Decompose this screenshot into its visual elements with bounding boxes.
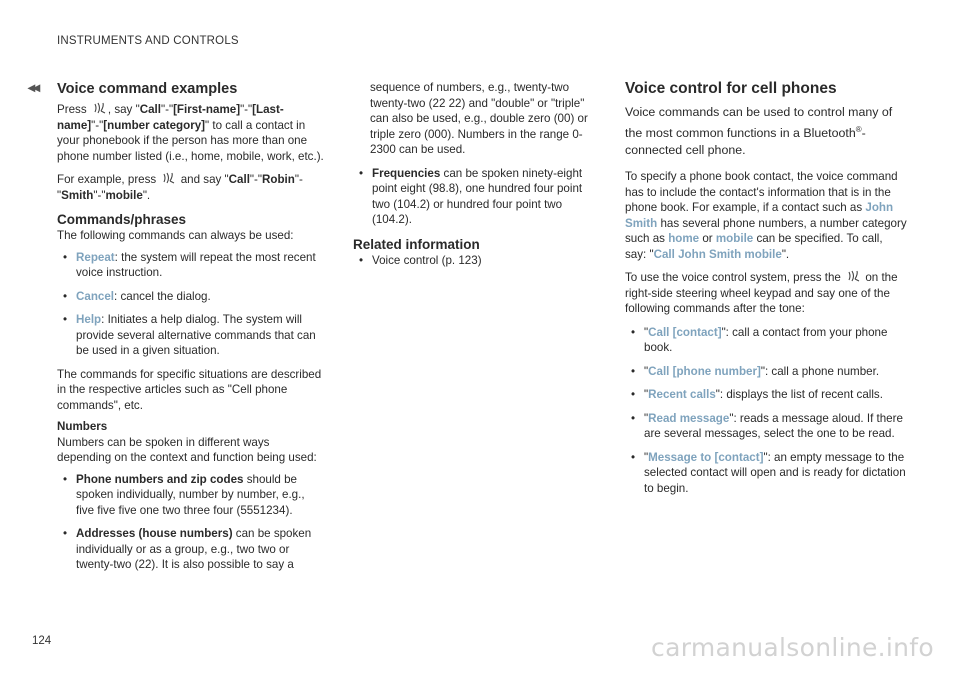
voice-control-icon: [92, 102, 106, 114]
use-voice-control-paragraph: To use the voice control system, press the on the right-side steering wheel keypad and say one of the following commands after the tone:: [625, 271, 898, 316]
related-info-heading: Related information: [353, 236, 480, 252]
continued-arrow: ◂◂: [28, 79, 39, 95]
column-middle: [353, 80, 602, 276]
list-item: • Cancel: cancel the dialog.: [63, 289, 211, 303]
related-list: [353, 253, 602, 269]
list-item: • "Call [phone number]": call a phone number.: [631, 364, 880, 378]
numbers-heading: Numbers: [57, 420, 108, 433]
list-item: • Frequencies can be spoken ninety-eight point eight (98.8), one hundred four point two (104.2) or hundred four point two (104.2).: [359, 166, 583, 226]
voice-command-examples-heading: Voice command examples: [57, 81, 238, 97]
voice-control-icon: [846, 270, 860, 282]
lead-paragraph: Voice commands can be used to control many of the most common functions in a Bluetooth®-connected cell phone.: [625, 105, 893, 158]
list-item: • Phone numbers and zip codes should be spoken individually, number by number, e.g., five five five one two three four (5551234).: [63, 472, 305, 517]
list-item: • "Message to [contact]": an empty message to the selected contact will open and is ready for dictation to begin.: [631, 450, 906, 495]
list-item: • "Recent calls": displays the list of recent calls.: [631, 388, 883, 402]
column-right: [625, 80, 907, 504]
numbers-continued: sequence of numbers, e.g., twenty-two twenty-two (22 22) and "double" or "triple" can also be used, e.g., double zero (00) or triple zero (000). Numbers in the range 0-2300 can be used.: [370, 81, 588, 156]
voice-control-icon: [161, 172, 175, 184]
phone-book-paragraph: To specify a phone book contact, the voice command has to include the contact's information that is in the phone book. For example, if a contact such as John Smith has several phone numbers, a number category such as home or mobile can be specified. To call, say: "Call John Smith mobile".: [625, 170, 907, 261]
list-item: • Repeat: the system will repeat the most recent voice instruction.: [63, 250, 316, 279]
commands-intro: The following commands can always be used:: [57, 229, 294, 242]
numbers-intro: Numbers can be spoken in different ways depending on the context and function being used:: [57, 435, 317, 464]
phone-commands-list: [625, 325, 907, 497]
commands-heading: Commands/phrases: [57, 212, 187, 227]
related-link[interactable]: • Voice control (p. 123): [359, 253, 482, 267]
page-header: INSTRUMENTS AND CONTROLS: [57, 35, 239, 47]
watermark: carmanualsonline.info: [651, 633, 934, 662]
numbers-list: [57, 472, 325, 573]
list-item: • Help: Initiates a help dialog. The system will provide several alternative commands that can be used in a given situation.: [63, 313, 316, 357]
commands-after: The commands for specific situations are described in the respective articles such as "Cell phone commands", etc.: [57, 367, 322, 412]
column-left: [57, 80, 325, 581]
page-number: 124: [32, 635, 52, 647]
list-item: • "Call [contact]": call a contact from your phone book.: [631, 325, 888, 355]
frequency-list: [353, 166, 602, 228]
example-paragraph: For example, press and say "Call"-"Robin"-"Smith"-"mobile".: [57, 173, 303, 202]
commands-list: [57, 250, 325, 359]
list-item: • Addresses (house numbers) can be spoken individually or as a group, e.g., two two or twenty-two (22). It is also possible to say a: [63, 527, 312, 571]
list-item: • "Read message": reads a message aloud. If there are several messages, select the one to be read.: [631, 411, 903, 441]
press-call-paragraph: Press , say "Call"-"[First-name]"-"[Last-name]"-"[number category]" to call a contact in your phonebook if the person has more than one phone number listed (i.e., home, mobile, work, etc.).: [57, 103, 324, 163]
voice-control-cell-phones-heading: Voice control for cell phones: [625, 80, 837, 97]
